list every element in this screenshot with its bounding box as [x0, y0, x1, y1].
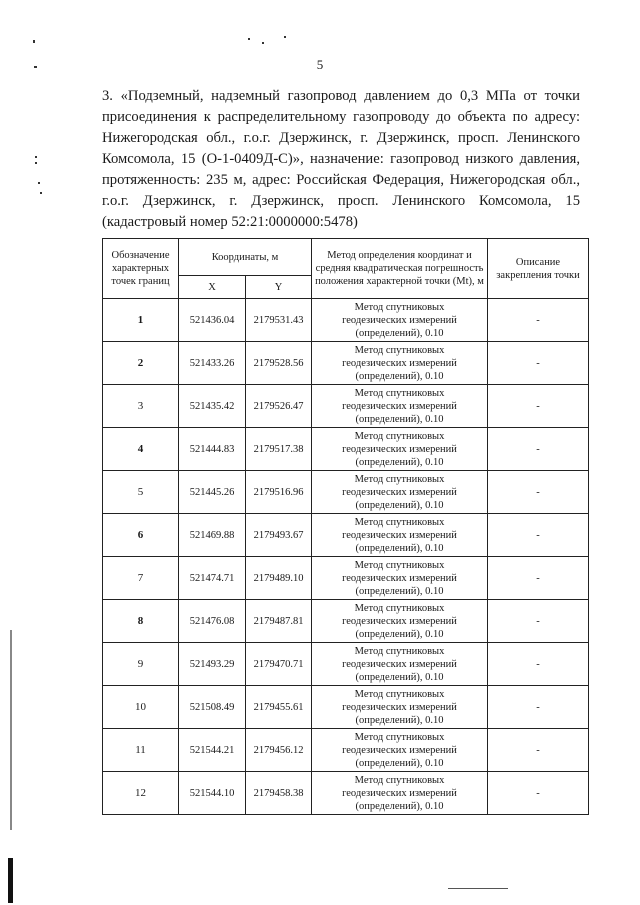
method-line: Метод спутниковых [354, 473, 445, 485]
coord-y: 2179458.38 [246, 772, 312, 815]
method-line: Метод спутниковых [354, 774, 445, 786]
point-number: 7 [103, 557, 179, 600]
method-line: геодезических измерений [342, 357, 457, 369]
table-row [103, 471, 589, 514]
method-cell [312, 600, 488, 643]
method-line: Метод спутниковых [354, 731, 445, 743]
coord-y: 2179470.71 [246, 643, 312, 686]
method-line: Метод спутниковых [354, 430, 445, 442]
scan-edge-bar [8, 858, 13, 903]
method-line: (определений), 0.10 [355, 370, 444, 382]
description-cell: - [488, 514, 589, 557]
table-row [103, 772, 589, 815]
method-cell [312, 557, 488, 600]
description-cell: - [488, 643, 589, 686]
coord-y: 2179526.47 [246, 385, 312, 428]
table-row [103, 428, 589, 471]
method-cell [312, 514, 488, 557]
header-x: X [179, 276, 246, 299]
point-number: 1 [103, 299, 179, 342]
coord-x: 521544.10 [179, 772, 246, 815]
method-line: геодезических измерений [342, 443, 457, 455]
description-cell: - [488, 428, 589, 471]
scan-speck [38, 182, 40, 184]
scan-speck [35, 156, 37, 158]
coord-x: 521544.21 [179, 729, 246, 772]
method-line: геодезических измерений [342, 572, 457, 584]
method-line: геодезических измерений [342, 615, 457, 627]
description-cell: - [488, 385, 589, 428]
table-row [103, 643, 589, 686]
point-number: 11 [103, 729, 179, 772]
scan-speck [284, 36, 286, 38]
method-line: Метод спутниковых [354, 387, 445, 399]
table-row [103, 729, 589, 772]
point-number: 4 [103, 428, 179, 471]
coord-y: 2179456.12 [246, 729, 312, 772]
coord-y: 2179493.67 [246, 514, 312, 557]
point-number: 2 [103, 342, 179, 385]
coord-y: 2179531.43 [246, 299, 312, 342]
point-number: 9 [103, 643, 179, 686]
method-cell [312, 471, 488, 514]
table-row [103, 557, 589, 600]
method-line: (определений), 0.10 [355, 757, 444, 769]
description-cell: - [488, 342, 589, 385]
method-line: (определений), 0.10 [355, 671, 444, 683]
coord-y: 2179517.38 [246, 428, 312, 471]
method-cell [312, 772, 488, 815]
method-cell [312, 299, 488, 342]
coord-x: 521493.29 [179, 643, 246, 686]
scan-speck [35, 162, 37, 164]
coord-x: 521444.83 [179, 428, 246, 471]
description-cell: - [488, 557, 589, 600]
point-number: 5 [103, 471, 179, 514]
method-line: (определений), 0.10 [355, 714, 444, 726]
method-cell [312, 729, 488, 772]
scan-edge-shadow [10, 630, 12, 830]
coord-x: 521433.26 [179, 342, 246, 385]
scan-speck [262, 42, 264, 44]
scan-speck [40, 192, 42, 194]
method-line: геодезических измерений [342, 400, 457, 412]
coord-y: 2179516.96 [246, 471, 312, 514]
table-row [103, 600, 589, 643]
coord-x: 521445.26 [179, 471, 246, 514]
coord-y: 2179489.10 [246, 557, 312, 600]
method-line: (определений), 0.10 [355, 585, 444, 597]
method-line: (определений), 0.10 [355, 327, 444, 339]
method-line: Метод спутниковых [354, 301, 445, 313]
coord-x: 521435.42 [179, 385, 246, 428]
point-number: 3 [103, 385, 179, 428]
method-line: геодезических измерений [342, 529, 457, 541]
method-cell [312, 428, 488, 471]
method-line: (определений), 0.10 [355, 413, 444, 425]
coord-x: 521508.49 [179, 686, 246, 729]
point-number: 6 [103, 514, 179, 557]
header-desc: Описание закрепления точки [488, 239, 589, 299]
method-line: Метод спутниковых [354, 516, 445, 528]
coord-x: 521469.88 [179, 514, 246, 557]
method-line: Метод спутниковых [354, 688, 445, 700]
scan-speck [33, 40, 35, 43]
table-row [103, 299, 589, 342]
method-cell [312, 342, 488, 385]
method-line: (определений), 0.10 [355, 542, 444, 554]
description-cell: - [488, 299, 589, 342]
coord-y: 2179528.56 [246, 342, 312, 385]
method-line: Метод спутниковых [354, 559, 445, 571]
table-row [103, 385, 589, 428]
table-row [103, 686, 589, 729]
method-line: геодезических измерений [342, 701, 457, 713]
method-line: геодезических измерений [342, 486, 457, 498]
method-line: геодезических измерений [342, 314, 457, 326]
scan-speck [248, 38, 250, 40]
description-cell: - [488, 600, 589, 643]
table-row [103, 342, 589, 385]
table-row [103, 514, 589, 557]
scan-line [448, 888, 508, 889]
header-y: Y [246, 276, 312, 299]
description-cell: - [488, 686, 589, 729]
coord-x: 521436.04 [179, 299, 246, 342]
method-line: геодезических измерений [342, 744, 457, 756]
page-number: 5 [316, 57, 324, 72]
description-cell: - [488, 471, 589, 514]
method-line: (определений), 0.10 [355, 628, 444, 640]
point-number: 10 [103, 686, 179, 729]
header-coords: Координаты, м [179, 239, 312, 276]
method-cell [312, 385, 488, 428]
description-cell: - [488, 772, 589, 815]
coord-y: 2179455.61 [246, 686, 312, 729]
header-method: Метод определения координат и средняя квадратическая погрешность положения характерной точки (Mt), м [312, 239, 488, 299]
method-cell [312, 686, 488, 729]
method-line: геодезических измерений [342, 658, 457, 670]
method-cell [312, 643, 488, 686]
coordinates-table [102, 238, 589, 815]
method-line: геодезических измерений [342, 787, 457, 799]
method-line: Метод спутниковых [354, 602, 445, 614]
coord-x: 521474.71 [179, 557, 246, 600]
method-line: Метод спутниковых [354, 645, 445, 657]
point-number: 8 [103, 600, 179, 643]
method-line: (определений), 0.10 [355, 456, 444, 468]
method-line: (определений), 0.10 [355, 800, 444, 812]
point-number: 12 [103, 772, 179, 815]
description-cell: - [488, 729, 589, 772]
header-point: Обозначение характерных точек границ [103, 239, 179, 299]
section-paragraph: 3. «Подземный, надземный газопровод давлением до 0,3 МПа от точки присоединения к распределительному газопроводу до объекта по адресу: Нижегородская обл., г.о.г. Дзержинск, г. Дзержинск, просп. Ленинского Комсомола, 15 (О-1-0409Д-С)», назначение: газопровод низкого давления, протяженность: 235 м, адрес: Российская Федерация, Нижегородская обл., г.о.г. Дзержинск, г. Дзержинск, просп. Ленинского Комсомола, 15 (кадастровый номер 52:21:0000000:5478) [102, 88, 580, 230]
method-line: Метод спутниковых [354, 344, 445, 356]
method-line: (определений), 0.10 [355, 499, 444, 511]
coord-y: 2179487.81 [246, 600, 312, 643]
coord-x: 521476.08 [179, 600, 246, 643]
